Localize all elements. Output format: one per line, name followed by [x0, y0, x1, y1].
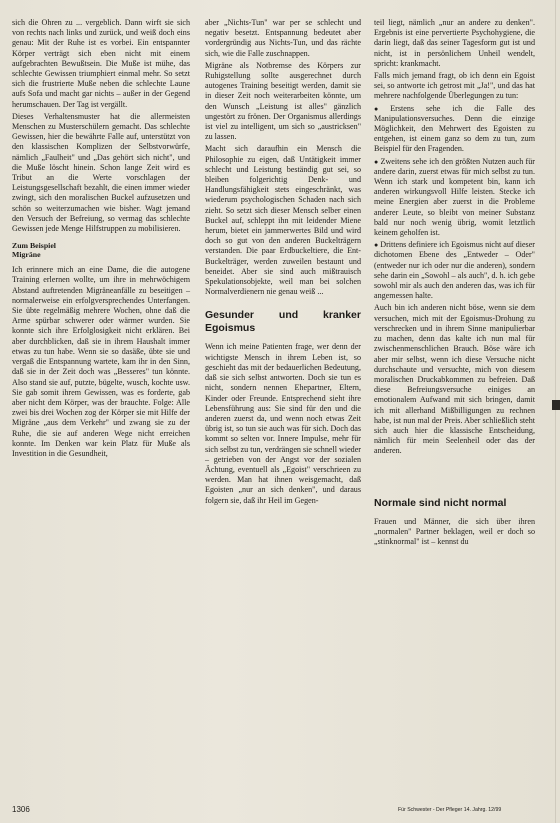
subheading	[12, 241, 190, 259]
paragraph: Frauen und Männer, die sich über ihren „normalen" Partner beklagen, weil er doch so „stinknormal" ist – kennst du	[374, 517, 535, 547]
section-heading: Gesunder und kranker Egoismus	[205, 309, 361, 334]
spacer	[374, 459, 535, 497]
section-heading: Normale sind nicht normal	[374, 496, 507, 509]
subheading-line: Migräne	[12, 250, 41, 260]
text-column-1	[12, 18, 190, 461]
paragraph: aber „Nichts-Tun" war per se schlecht und negativ besetzt. Entspannung bedeutet aber vordergründig aus Nichts-Tun, und das rächte sich, wie die Falle zuschnappen.	[205, 18, 361, 58]
page-edge-shadow	[555, 0, 556, 823]
paragraph: Ich erinnere mich an eine Dame, die die autogene Training erlernen wollte, um ihre in mehrwöchigem Abstand auftretenden Migräneanfälle zu beseitigen – normalerweise ein erfolgversprechendes Unterfangen. Sie übte regelmäßig mehrere Wochen, ohne daß die Arme spürbar schwerer oder wärmer wurden. Sie konnte sich ihre Erfolglosigkeit nicht erklären. Bei aber durchblicken, daß sie in ihrem Haushalt immer etwas zu tun habe. Wenn sie so dasäße, übte sie und vergaß die Entspannung wartete, kam ihr in den Sinn, daß sie in der Zeit doch was „Besseres" tun könnte. Also stand sie auf, putzte, bügelte, wusch, kochte usw. Sie gab somit ihrem Gewissen, was es forderte, gab aber nicht dem Körper, was der brauchte. Folge: Alle zwei bis drei Wochen zog der Körper sie mit Hilfe der Migräne „aus dem Verkehr" und zwang sie zu der Ruhe, die sie auf anderen Wege nicht erreichen konnte. Im Denken war kein Platz für Muße als Investition in die Gesundheit,	[12, 265, 190, 458]
source-line: Für Schwester - Der Pfleger 14. Jahrg. 12/99	[398, 807, 502, 813]
edge-marker	[552, 400, 560, 410]
paragraph: Falls mich jemand fragt, ob ich denn ein Egoist sei, so antworte ich getrost mit „Ja!", und das hat mehrere nachfolgende Überlegungen zu tun:	[374, 71, 535, 101]
text-column-2	[205, 18, 361, 508]
paragraph: Wenn ich meine Patienten frage, wer denn der wichtigste Mensch in ihrem Leben ist, so geschieht das mit der bedauerlichen Bedeutung, daß sie sich selbst antworten. Doch sie tun es nicht, sondern nennen Ehepartner, Eltern, Kinder oder Freunde. Entsprechend sieht ihre Lebensführung aus: Sie sind für den und die anderen zuerst da, und wenn noch etwas Zeit übrig ist, so tun sie auch was für sich. Doch das kommt so selten vor. Innere Impulse, mehr für sich selbst zu tun, verdrängen sie schnell wieder – getrieben von der Angst vor der sozialen Ächtung, eventuell als „Egoist" verschrieen zu werden. Man hat ihnen weisgemacht, daß Egoisten „nur an sich denken", und daraus folgern sie, daß ihr Heil im Gegen-	[205, 342, 361, 505]
text-column-3	[374, 18, 535, 550]
bullet-paragraph	[374, 240, 535, 301]
spacer	[205, 299, 361, 309]
bullet-text: Drittens definiere ich Egoismus nicht auf dieser dichotomen Ebene des „Entweder – Oder" (entweder nur ich oder nur die anderen), sondern sehe darin ein „Sowohl – als auch", d. h. ich gebe sowohl mir als auch den anderen das, was ich für angemessen halte.	[374, 240, 535, 301]
bullet-icon: ●	[374, 104, 389, 113]
paragraph: Dieses Verhaltensmuster hat die allermeisten Menschen zu Musterschülern gemacht. Das schlechte Gewissen, hier die bewährte Falle auf, unterstützt von den klassischen Komplizen der Selbstvorwürfe, nämlich „Faulheit" und „Das gehört sich nicht", und die Muße löscht hinein. Schon lange Zeit wird es Tribut an die Werte vorschlagen der Leistungsgesellschaft bezahlt, die einen immer wieder zwingt, sich den moralischen Buckel aufzusetzen und schön so weiterzumachen wie bisher. Wagt jemand den Versuch der Befreiung, so vermag das schlechte Gewissen jede Menge Hilfstruppen zu mobilisieren.	[12, 111, 190, 234]
page-number: 1306	[12, 805, 30, 814]
bullet-paragraph	[374, 104, 535, 155]
bullet-text: Erstens sehe ich die Falle des Manipulationsversuches. Denn die einzige Möglichkeit, den Mehrwert des Egoisten zu entgehen, ist einem ganz so dem zu tun, zum Beispiel für den Fragenden.	[374, 103, 536, 154]
paragraph: teil liegt, nämlich „nur an andere zu denken". Ergebnis ist eine pervertierte Psychohygiene, die darin liegt, daß das seiner Tagesform gut ist und nicht, ist in persönlichem Unheil wendelt, spricht: krankmacht.	[374, 18, 535, 68]
paragraph: sich die Ohren zu ... vergeblich. Dann wirft sie sich von rechts nach links und zurück, und weiß doch eins genau: Mit der Ruhe ist es vorbei. Ein entspannter Körper verträgt sich eben nicht mit einem aufgebrachten Bewußtsein. Die Muße ist mühe, das schlechte Gewissen triumphiert einmal mehr. So setzt sich die frustrierte Muße neben die schlechte Laune aufs Sofa und macht gar nichts – außer in der Gegend herumschauen. Der Tag ist vergällt.	[12, 18, 190, 109]
paragraph: Macht sich daraufhin ein Mensch die Philosophie zu eigen, daß Untätigkeit immer schlecht und Leistung beständig gut sei, so bleiben folgerichtig Denk- und Handlungsfähigkeit stets eingeschränkt, was wiederum psychologischen Schaden nach sich zieht. So setzt sich dieser Mensch selber einen Buckel auf, schleppt ihn mit leidender Miene herum, bietet ein jammerwertes Bild und wird doch so gut von den anderen Buckelträgern verstanden. Die paar Erdbuckeltiere, die Ent-Buckelträger, werden zuweilen bestaunt und beneidet. Aber sie sind auch mißtrauisch Spekulationsobjekte, weil man bei solchen Normalverdienern nie genau weiß ...	[205, 144, 361, 297]
paragraph: Migräne als Notbremse des Körpers zur Ruhigstellung sollte ausgerechnet durch autogenes Training beseitigt werden, damit sie in dieser Zeit noch weiterarbeiten könnte, um den Wunsch „Leistung ist alles" gänzlich ungestört zu frönen. Der Organismus allerdings ist viel zu intelligent, um sich so „austricksen" zu lassen.	[205, 60, 361, 142]
bullet-paragraph	[374, 157, 535, 239]
paragraph: Auch bin ich anderen nicht böse, wenn sie dem versuchen, mich mit der Egoismus-Drohung zu verschrecken und in ihrem Sinne manipulierbar zu machen, denn das kalte ich nun mal für zwischenmenschlichen Brauch. Böse wäre ich aber mir selbst, wenn ich diese Versuche nicht durchschaute und versuchte, mich von diesem moralischen Druckabkommen zu befreien. Daß diese Befreiungsversuche einiges an emotionalem Aufwand mit sich bringen, damit ich mit allerhand Mißbilligungen zu rechnen habe, ist nun mal der Preis. Aber schließlich steht sich auch hier die klassische Entscheidung, nämlich für mein Seelenheil oder das der anderen.	[374, 303, 535, 456]
bullet-icon: ●	[374, 157, 379, 166]
subheading-line: Zum Beispiel	[12, 241, 56, 251]
bullet-text: Zweitens sehe ich den größten Nutzen auch für andere darin, zuerst etwas für mich selbst zu tun. Wenn ich stark und kompetent bin, kann ich anderen wirkungsvoll Hilfe leisten. Stecke ich meine Energien aber zuerst in die Probleme anderer Leute, so bleibt von meiner Substanz bald nur noch wenig übrig, womit letztlich keinem geholfen ist.	[374, 156, 535, 238]
bullet-icon: ●	[374, 241, 379, 250]
